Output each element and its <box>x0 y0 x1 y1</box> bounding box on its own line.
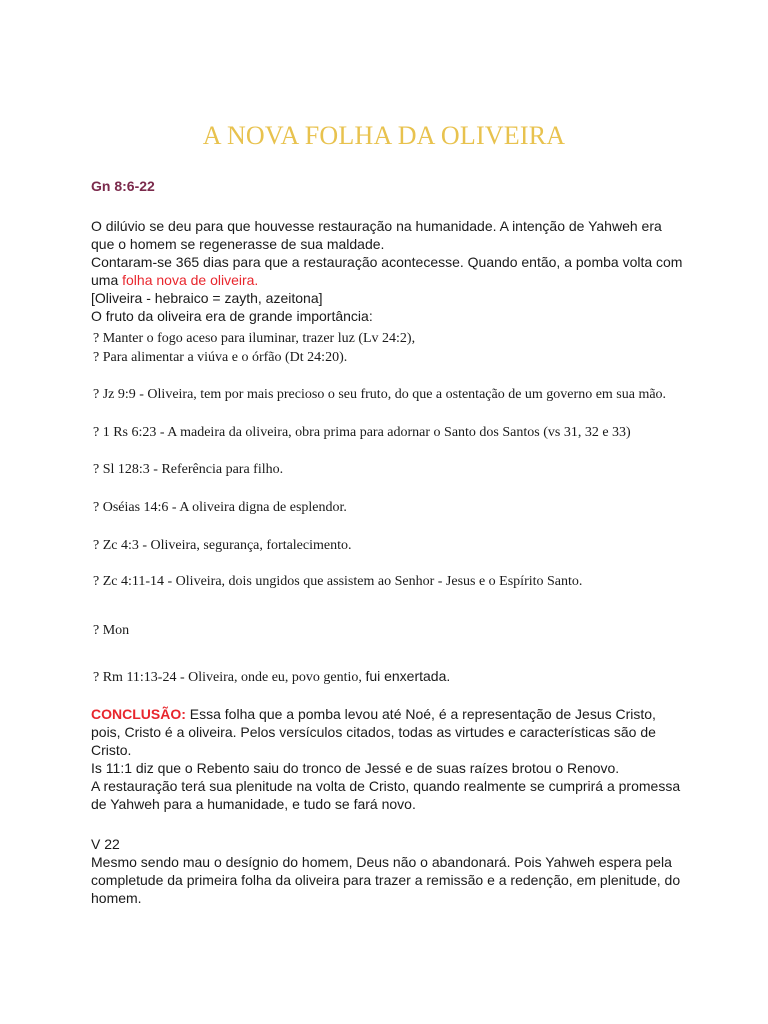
verse22-line: completude da primeira folha da oliveira para trazer a remissão e a redenção, em plenitude, do <box>91 872 681 888</box>
conclusion-line: Cristo. <box>91 742 132 758</box>
conclusion-label: CONCLUSÃO: <box>91 706 186 722</box>
verse22-label: V 22 <box>91 836 120 852</box>
verse22-line: homem. <box>91 890 142 906</box>
list-item: ? Mon <box>93 623 130 638</box>
verse22-paragraph <box>91 835 681 907</box>
list-item: ? Zc 4:3 - Oliveira, segurança, fortalecimento. <box>93 538 352 553</box>
list-item: ? Zc 4:11-14 - Oliveira, dois ungidos que assistem ao Senhor - Jesus e o Espírito Santo. <box>93 574 583 589</box>
conclusion-paragraph <box>91 705 681 813</box>
conclusion-line: pois, Cristo é a oliveira. Pelos versículos citados, todas as virtudes e características são de <box>91 724 656 740</box>
list-item: ? Para alimentar a viúva e o órfão (Dt 24:20). <box>93 350 348 365</box>
intro-paragraph <box>91 217 681 325</box>
list-item: ? 1 Rs 6:23 - A madeira da oliveira, obra prima para adornar o Santo dos Santos (vs 31, 32 e 33) <box>93 425 631 440</box>
document-title: A NOVA FOLHA DA OLIVEIRA <box>202 121 566 150</box>
list-item: ? Manter o fogo aceso para iluminar, trazer luz (Lv 24:2), <box>93 331 416 346</box>
intro-line: O dilúvio se deu para que houvesse restauração na humanidade. A intenção de Yahweh era <box>91 218 662 234</box>
intro-line: que o homem se regenerasse de sua maldade. <box>91 236 385 252</box>
scripture-reference: Gn 8:6-22 <box>91 178 155 194</box>
conclusion-text: Essa folha que a pomba levou até Noé, é a representação de Jesus Cristo, <box>185 706 656 722</box>
intro-line: [Oliveira - hebraico = zayth, azeitona] <box>91 290 323 306</box>
list-item: ? Sl 128:3 - Referência para filho. <box>93 462 284 477</box>
highlight-text: folha nova de oliveira. <box>122 272 259 288</box>
intro-line <box>91 271 681 289</box>
verse22-line: Mesmo sendo mau o desígnio do homem, Deus não o abandonará. Pois Yahweh espera pela <box>91 854 672 870</box>
intro-line: O fruto da oliveira era de grande importância: <box>91 308 373 324</box>
list-item: ? Oséias 14:6 - A oliveira digna de esplendor. <box>93 500 347 515</box>
list-item: ? Jz 9:9 - Oliveira, tem por mais precioso o seu fruto, do que a ostentação de um governo em sua mão. <box>93 387 667 402</box>
list-item-text: ? Rm 11:13-24 - Oliveira, onde eu, povo gentio, <box>93 670 366 685</box>
list-item <box>93 667 450 687</box>
conclusion-line: Is 11:1 diz que o Rebento saiu do tronco de Jessé e de suas raízes brotou o Renovo. <box>91 760 620 776</box>
list-item-text: fui enxertada. <box>365 668 451 684</box>
conclusion-line: de Yahweh para a humanidade, e tudo se fará novo. <box>91 796 416 812</box>
conclusion-line: A restauração terá sua plenitude na volta de Cristo, quando realmente se cumprirá a promessa <box>91 778 681 794</box>
intro-line: Contaram-se 365 dias para que a restauração acontecesse. Quando então, a pomba volta com <box>91 254 683 270</box>
intro-text: uma <box>91 272 123 288</box>
conclusion-line <box>91 705 681 723</box>
